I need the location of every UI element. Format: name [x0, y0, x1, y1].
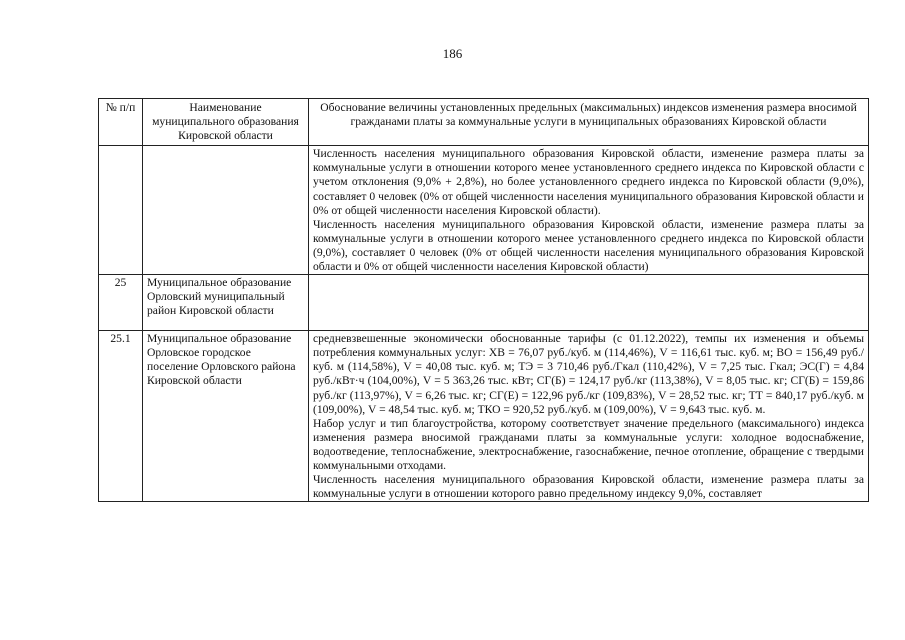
- header-number: № п/п: [99, 99, 143, 146]
- justification-paragraph: Численность населения муниципального образования Кировской области, изменение размера платы за коммунальные услуги в отношении которого менее установленного среднего индекса по Кировской области (9,0%), составляет 0 человек (0% от общей численности населения муниципального образования Кировской области и 0% от общей численности населения Кировской области): [313, 217, 864, 274]
- justification-paragraph: Численность населения муниципального образования Кировской области, изменение размера платы за коммунальные услуги в отношении которого менее установленного среднего индекса по Кировской области с учетом отклонения (9,0% + 2,8%), но более установленного среднего индекса по Кировской области (9,0%), составляет 0 человек (0% от общей численности населения муниципального образования Кировской области и 0% от общей численности населения Кировской области).: [313, 147, 864, 217]
- row-justification: [309, 146, 869, 275]
- row-justification: [309, 275, 869, 331]
- table-row: [99, 331, 869, 502]
- row-number: 25: [99, 275, 143, 331]
- header-justification: Обоснование величины установленных предельных (максимальных) индексов изменения размера вносимой гражданами платы за коммунальные услуги в муниципальных образованиях Кировской области: [309, 99, 869, 146]
- row-number: [99, 146, 143, 275]
- page-number: 186: [442, 46, 463, 61]
- row-number: 25.1: [99, 331, 143, 502]
- table-header-row: [99, 99, 869, 146]
- header-municipality-name: Наименование муниципального образования Кировской области: [143, 99, 309, 146]
- row-municipality-name: [143, 146, 309, 275]
- justification-paragraph: Набор услуг и тип благоустройства, которому соответствует значение предельного (максимального) индекса изменения размера вносимой гражданами платы за коммунальные услуги: холодное водоснабжение, водоотведение, теплоснабжение, электроснабжение, газоснабжение, печное отопление, обращение с твердыми коммунальными отходами.: [313, 416, 864, 472]
- row-municipality-name: Муниципальное образование Орловский муниципальный район Кировской области: [143, 275, 309, 331]
- indices-table: [98, 98, 869, 502]
- table-row: [99, 146, 869, 275]
- row-justification: [309, 331, 869, 502]
- row-municipality-name: Муниципальное образование Орловское городское поселение Орловского района Кировской области: [143, 331, 309, 502]
- justification-paragraph: Численность населения муниципального образования Кировской области, изменение размера платы за коммунальные услуги в отношении которого равно предельному индексу 9,0%, составляет: [313, 473, 864, 501]
- justification-paragraph: средневзвешенные экономически обоснованные тарифы (с 01.12.2022), темпы их изменения и объемы потребления коммунальных услуг: ХВ = 76,07 руб./куб. м (114,46%), V = 116,61 тыс. куб. м; ВО = 156,49 руб./куб. м (114,58%), V = 40,08 тыс. куб. м; ТЭ = 3 710,46 руб./Гкал (110,42%), V = 7,25 тыс. Гкал; ЭС(Г) = 4,84 руб./кВт·ч (104,00%), V = 5 363,26 тыс. кВт; СГ(Б) = 124,17 руб./кг (113,38%), V = 8,05 тыс. кг; СГ(Б) = 159,86 руб./кг (113,97%), V = 6,26 тыс. кг; СГ(Е) = 122,96 руб./кг (109,83%), V = 28,52 тыс. кг; ТТ = 840,17 руб./куб. м (109,00%), V = 48,54 тыс. куб. м; ТКО = 920,52 руб./куб. м (109,00%), V = 9,643 тыс. куб. м.: [313, 332, 864, 416]
- table-row: [99, 275, 869, 331]
